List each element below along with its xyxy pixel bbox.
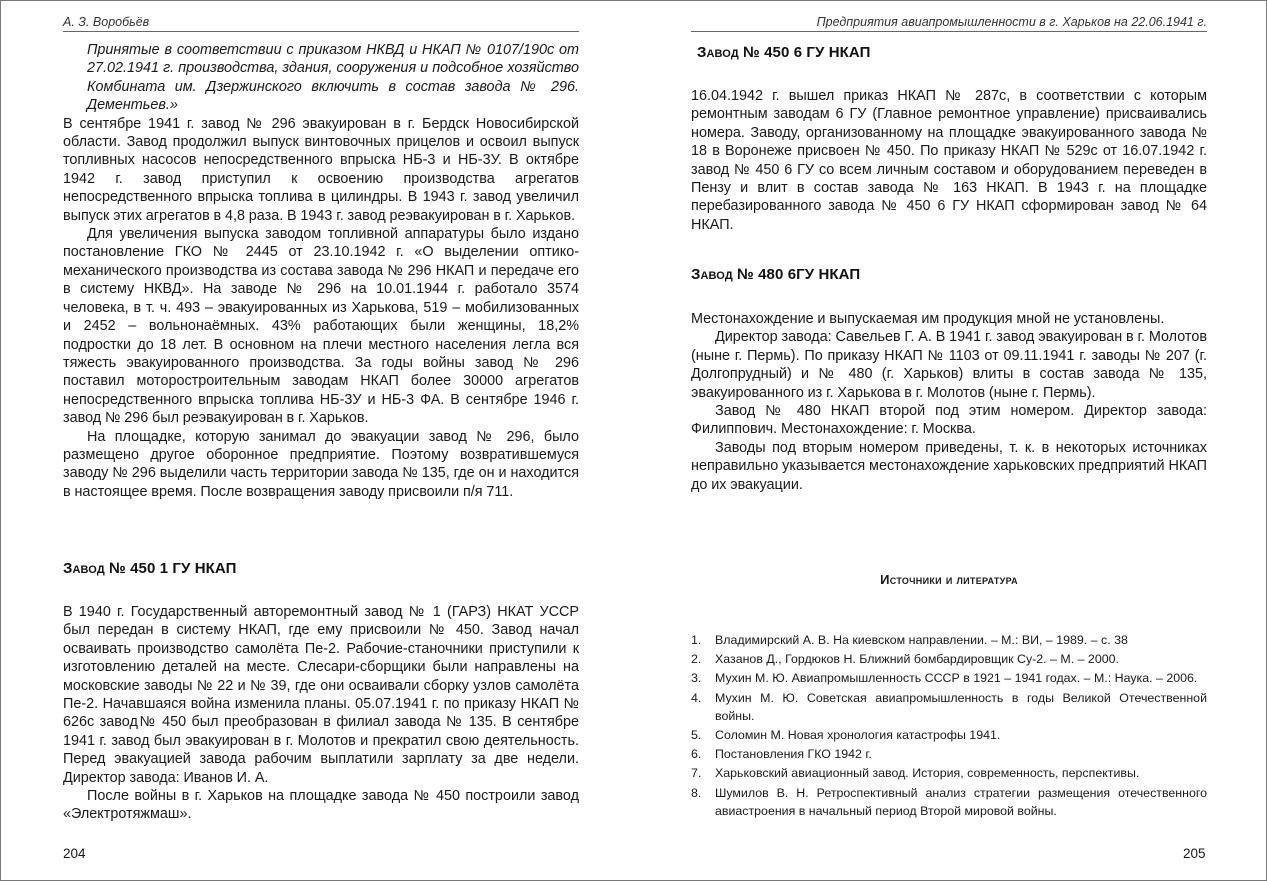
source-number: 1. bbox=[691, 633, 702, 647]
right-body-480 bbox=[691, 310, 1207, 494]
sources-list bbox=[691, 631, 1207, 821]
body-paragraph: 16.04.1942 г. вышел приказ НКАП № 287с, в соответствии с которым ремонтным заводам 6 ГУ (Главное ремонтное управление) присваивались номера. Заводу, организованному на площадке эвакуированного завода № 18 в Воронеже присвоен № 450. По приказу НКАП № 529с от 16.07.1942 г. завод № 450 6 ГУ со всем личным составом и оборудованием переведен в Пензу и влит в состав завода № 163 НКАП. В 1943 г. на площадке перебазированного завода № 450 6 ГУ НКАП сформирован завод № 64 НКАП. bbox=[691, 88, 1207, 233]
right-body-450-6 bbox=[691, 87, 1207, 234]
page-number-left: 204 bbox=[63, 846, 86, 861]
source-number: 3. bbox=[691, 671, 702, 686]
source-item bbox=[691, 764, 1207, 782]
body-paragraph: На площадке, которую занимал до эвакуации завод № 296, было размещено другое оборонное предприятие. Поэтому возвратившемуся заводу № 296 выделили часть территории завода № 135, где он и находится в настоящее время. После возвращения заводу присвоили п/я 711. bbox=[63, 428, 579, 500]
source-text: Мухин М. Ю. Авиапромышленность СССР в 1921 – 1941 годах. – М.: Наука. – 2006. bbox=[715, 671, 1198, 686]
source-number: 2. bbox=[691, 652, 702, 667]
source-text: Постановления ГКО 1942 г. bbox=[715, 747, 872, 762]
source-item bbox=[691, 650, 1207, 668]
source-text: Хазанов Д., Гордюков Н. Ближний бомбардировщик Су-2. – М. – 2000. bbox=[715, 652, 1119, 667]
body-paragraph: В 1940 г. Государственный авторемонтный завод № 1 (ГАРЗ) НКАТ УССР был передан в систему НКАП, где ему присвоили № 450. Завод начал осваивать производство самолёта Пе-2. Рабочие-станочники приступили к изготовлению деталей на месте. Слесари-сборщики были направлены на московские заводы № 22 и № 39, где они осваивали сборку узлов самолёта Пе-2. Начавшаяся война изменила планы. 05.07.1941 г. по приказу НКАП № 626с завод№ 450 был преобразован в филиал завода № 135. В сентябре 1941 г. завод был эвакуирован в г. Молотов и прекратил свою деятельность. Перед эвакуацией завода рабочим выплатили зарплату за две недели. Директор завода: Иванов И. А. bbox=[63, 604, 579, 786]
source-text: Владимирский А. В. На киевском направлении. – М.: ВИ, – 1989. – с. 38 bbox=[715, 633, 1128, 647]
source-item bbox=[691, 726, 1207, 744]
left-page bbox=[1, 1, 634, 882]
sources-title: Источники и литература bbox=[880, 572, 1018, 587]
right-running-head: Предприятия авиапромышленности в г. Харьков на 22.06.1941 г. bbox=[691, 14, 1207, 32]
section-heading-450-1: Завод № 450 1 ГУ НКАП bbox=[63, 560, 237, 577]
source-text: Соломин М. Новая хронология катастрофы 1941. bbox=[715, 728, 1001, 743]
body-paragraph: Местонахождение и выпускаемая им продукция мной не установлены. bbox=[691, 311, 1165, 327]
source-text: Шумилов В. Н. Ретроспективный анализ стратегии размещения отечественного авиастроения в начальный период Второй мировой войны. bbox=[715, 785, 1207, 818]
right-page bbox=[635, 1, 1267, 882]
quote-paragraph: Принятые в соответствии с приказом НКВД и НКАП № 0107/190с от 27.02.1941 г. производства, здания, сооружения и подсобное хозяйство Комбината им. Дзержинского включить в состав завода № 296. Дементьев.» bbox=[87, 42, 579, 114]
body-paragraph: Директор завода: Савельев Г. А. В 1941 г. завод эвакуирован в г. Молотов (ныне г. Пермь). По приказу НКАП № 1103 от 09.11.1941 г. заводы № 207 (г. Долгопрудный) и № 480 (г. Харьков) влиты в состав завода № 135, эвакуированного из г. Харькова в г. Молотов (ныне г. Пермь). bbox=[691, 329, 1207, 401]
source-item bbox=[691, 689, 1207, 725]
body-paragraph: В сентябре 1941 г. завод № 296 эвакуирован в г. Бердск Новосибирской области. Завод продолжил выпуск винтовочных прицелов и освоил выпуск топливных насосов непосредственного впрыска НБ-3 и НБ-3У. В октябре 1942 г. завод приступил к освоению производства агрегатов непосредственного впрыска топлива в цилиндры. В 1943 г. завод увеличил выпуск этих агрегатов в 4,8 раза. В 1943 г. завод реэвакуирован в г. Харьков. bbox=[63, 115, 579, 224]
source-item bbox=[691, 745, 1207, 763]
source-number: 4. bbox=[691, 690, 702, 705]
source-number: 7. bbox=[691, 766, 702, 781]
source-number: 6. bbox=[691, 747, 702, 762]
source-item bbox=[691, 631, 1207, 649]
left-body-top bbox=[63, 41, 579, 501]
left-body-bottom bbox=[63, 603, 579, 824]
page-number-right: 205 bbox=[1183, 846, 1206, 861]
body-paragraph: Для увеличения выпуска заводом топливной аппаратуры было издано постановление ГКО № 2445 от 23.10.1942 г. «О выделении оптико-механического производства из состава завода № 296 НКАП и передаче его в систему НКВД». На заводе № 296 на 10.01.1944 г. работало 3574 человека, в т. ч. 493 – эвакуированных из Харькова, 519 – мобилизованных и 2452 – вольнонаёмных. 43% работающих были женщины, 18,2% подростки до 18 лет. В основном на плечи местного населения легла вся тяжесть эвакуированного производства. За годы войны завод № 296 поставил моторостроительным заводам НКАП более 30000 агрегатов непосредственного впрыска топлива НБ-3У и НБ-3 ФА. В сентябре 1946 г. завод № 296 был реэвакуирован в г. Харьков. bbox=[63, 226, 579, 427]
section-heading-480: Завод № 480 6ГУ НКАП bbox=[691, 266, 861, 283]
body-paragraph: Заводы под вторым номером приведены, т. к. в некоторых источниках неправильно указывается местонахождение харьковских предприятий НКАП до их эвакуации. bbox=[691, 439, 1207, 493]
section-heading-450-6: Завод № 450 6 ГУ НКАП bbox=[697, 44, 871, 61]
source-text: Харьковский авиационный завод. История, современность, перспективы. bbox=[715, 766, 1140, 781]
source-number: 8. bbox=[691, 785, 702, 800]
source-item bbox=[691, 669, 1207, 687]
source-number: 5. bbox=[691, 728, 702, 743]
body-paragraph: Завод № 480 НКАП второй под этим номером. Директор завода: Филиппович. Местонахождение: г. Москва. bbox=[691, 403, 1207, 438]
source-item bbox=[691, 784, 1207, 820]
body-paragraph: После войны в г. Харьков на площадке завода № 450 построили завод «Электротяжмаш». bbox=[63, 788, 579, 823]
left-running-head: А. З. Воробьёв bbox=[63, 14, 579, 32]
source-text: Мухин М. Ю. Советская авиапромышленность в годы Великой Отечественной войны. bbox=[715, 690, 1207, 723]
